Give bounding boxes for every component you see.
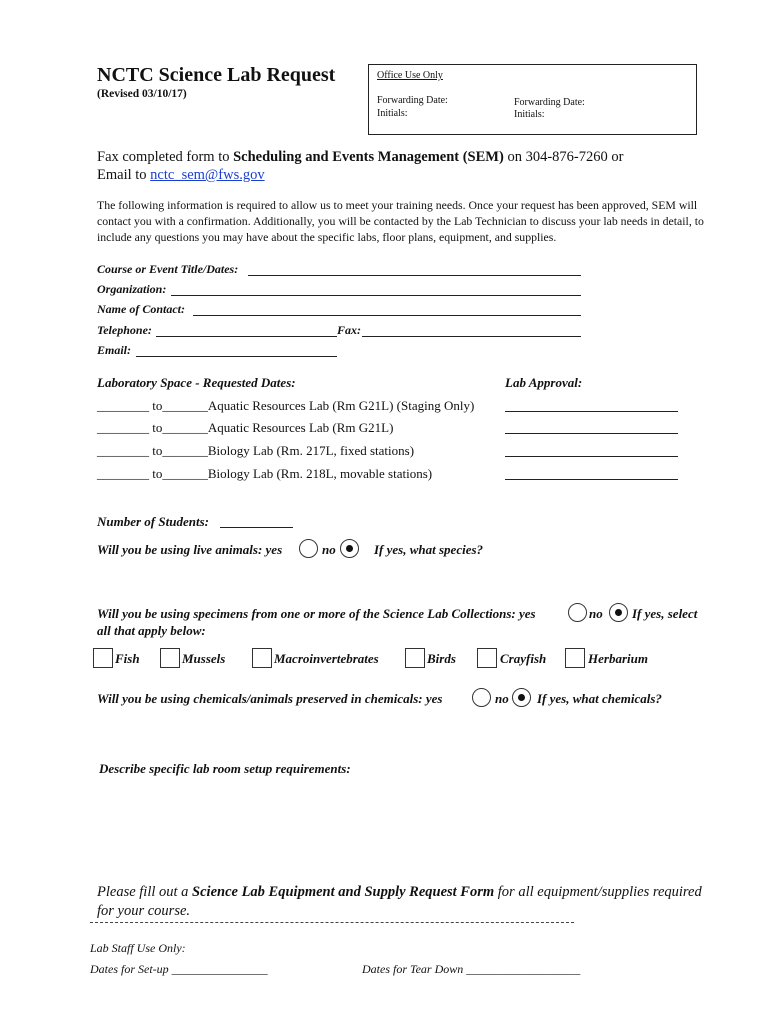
forwarding-date-label-1: Forwarding Date: (377, 95, 448, 106)
approval-line-1[interactable] (505, 411, 678, 412)
students-input-line[interactable] (220, 527, 293, 528)
approval-line-4[interactable] (505, 479, 678, 480)
animals-no-label: no (322, 542, 336, 557)
animals-no-radio[interactable] (340, 539, 359, 558)
email-input-line[interactable] (136, 356, 337, 357)
collections-no-label: no (589, 606, 603, 621)
form-title: NCTC Science Lab Request (97, 64, 336, 86)
lab-row-2: ________ to_______Aquatic Resources Lab (Rm G21L) (97, 420, 394, 435)
chemicals-no-radio[interactable] (512, 688, 531, 707)
setup-dates: Dates for Set-up ________________ (90, 962, 268, 976)
herbarium-label: Herbarium (588, 651, 648, 666)
fish-checkbox[interactable] (93, 648, 113, 668)
animals-yes-radio[interactable] (299, 539, 318, 558)
intro-paragraph: The following information is required to allow us to meet your training needs. Once your request has been approved, SEM will contact you with a confirmation. Additionally, you will be contacted by the Lab Technician to discuss your lab needs in detail, to include any questions you may have about the specific labs, floor plans, equipment, and supplies. (97, 198, 704, 244)
fax-org: Scheduling and Events Management (SEM) (233, 149, 504, 165)
fish-label: Fish (115, 651, 140, 666)
chemicals-yes-radio[interactable] (472, 688, 491, 707)
crayfish-checkbox[interactable] (477, 648, 497, 668)
macroinvertebrates-checkbox[interactable] (252, 648, 272, 668)
organization-label: Organization: (97, 282, 167, 296)
fax-prefix: Fax completed form to (97, 149, 234, 165)
course-input-line[interactable] (248, 275, 581, 276)
initials-label-1: Initials: (377, 108, 408, 119)
lab-row-1: ________ to_______Aquatic Resources Lab (Rm G21L) (Staging Only) (97, 398, 475, 413)
lab-space-heading: Laboratory Space - Requested Dates: (97, 375, 296, 390)
office-use-box (368, 64, 697, 135)
fax-instructions (97, 148, 623, 184)
fax-input-line[interactable] (362, 336, 581, 337)
chemicals-no-label: no (495, 691, 509, 706)
contact-label: Name of Contact: (97, 302, 185, 316)
initials-label-2: Initials: (514, 109, 545, 120)
collections-followup: If yes, select (632, 606, 698, 621)
contact-input-line[interactable] (193, 315, 581, 316)
fax-number: on 304-876-7260 or (503, 149, 624, 165)
lab-approval-heading: Lab Approval: (505, 375, 583, 390)
collections-line2: all that apply below: (97, 623, 206, 638)
chemicals-question: Will you be using chemicals/animals preserved in chemicals: yes (97, 691, 443, 706)
mussels-label: Mussels (182, 651, 226, 666)
forwarding-date-label-2: Forwarding Date: (514, 97, 585, 108)
herbarium-checkbox[interactable] (565, 648, 585, 668)
telephone-label: Telephone: (97, 323, 152, 337)
lab-row-3: ________ to_______Biology Lab (Rm. 217L, fixed stations) (97, 443, 415, 458)
mussels-checkbox[interactable] (160, 648, 180, 668)
lab-row-4: ________ to_______Biology Lab (Rm. 218L, movable stations) (97, 466, 433, 481)
organization-input-line[interactable] (171, 295, 581, 296)
course-label: Course or Event Title/Dates: (97, 262, 239, 276)
note-suffix: for all equipment/supplies required for your course. (97, 884, 702, 919)
approval-line-3[interactable] (505, 456, 678, 457)
crayfish-label: Crayfish (500, 651, 547, 666)
supply-form-note (97, 883, 717, 921)
email-link[interactable]: nctc_sem@fws.gov (150, 167, 265, 183)
teardown-dates: Dates for Tear Down ___________________ (362, 962, 581, 976)
office-use-heading: Office Use Only (377, 70, 443, 81)
collections-question: Will you be using specimens from one or more of the Science Lab Collections: yes (97, 606, 536, 621)
revision-date: (Revised 03/10/17) (97, 88, 187, 100)
students-label: Number of Students: (97, 514, 209, 529)
note-prefix: Please fill out a (97, 884, 193, 900)
approval-line-2[interactable] (505, 433, 678, 434)
separator-line (90, 922, 574, 923)
birds-label: Birds (427, 651, 456, 666)
birds-checkbox[interactable] (405, 648, 425, 668)
email-label: Email: (97, 343, 132, 357)
macroinvertebrates-label: Macroinvertebrates (274, 651, 379, 666)
fax-label: Fax: (337, 323, 361, 337)
collections-yes-radio[interactable] (568, 603, 587, 622)
note-form-name: Science Lab Equipment and Supply Request Form (192, 884, 495, 900)
collections-no-radio[interactable] (609, 603, 628, 622)
setup-label: Describe specific lab room setup requirements: (99, 761, 351, 776)
staff-heading: Lab Staff Use Only: (90, 941, 186, 955)
telephone-input-line[interactable] (156, 336, 337, 337)
chemicals-followup: If yes, what chemicals? (537, 691, 662, 706)
animals-followup: If yes, what species? (374, 542, 484, 557)
email-prefix: Email to (97, 167, 151, 183)
animals-question: Will you be using live animals: yes (97, 542, 283, 557)
